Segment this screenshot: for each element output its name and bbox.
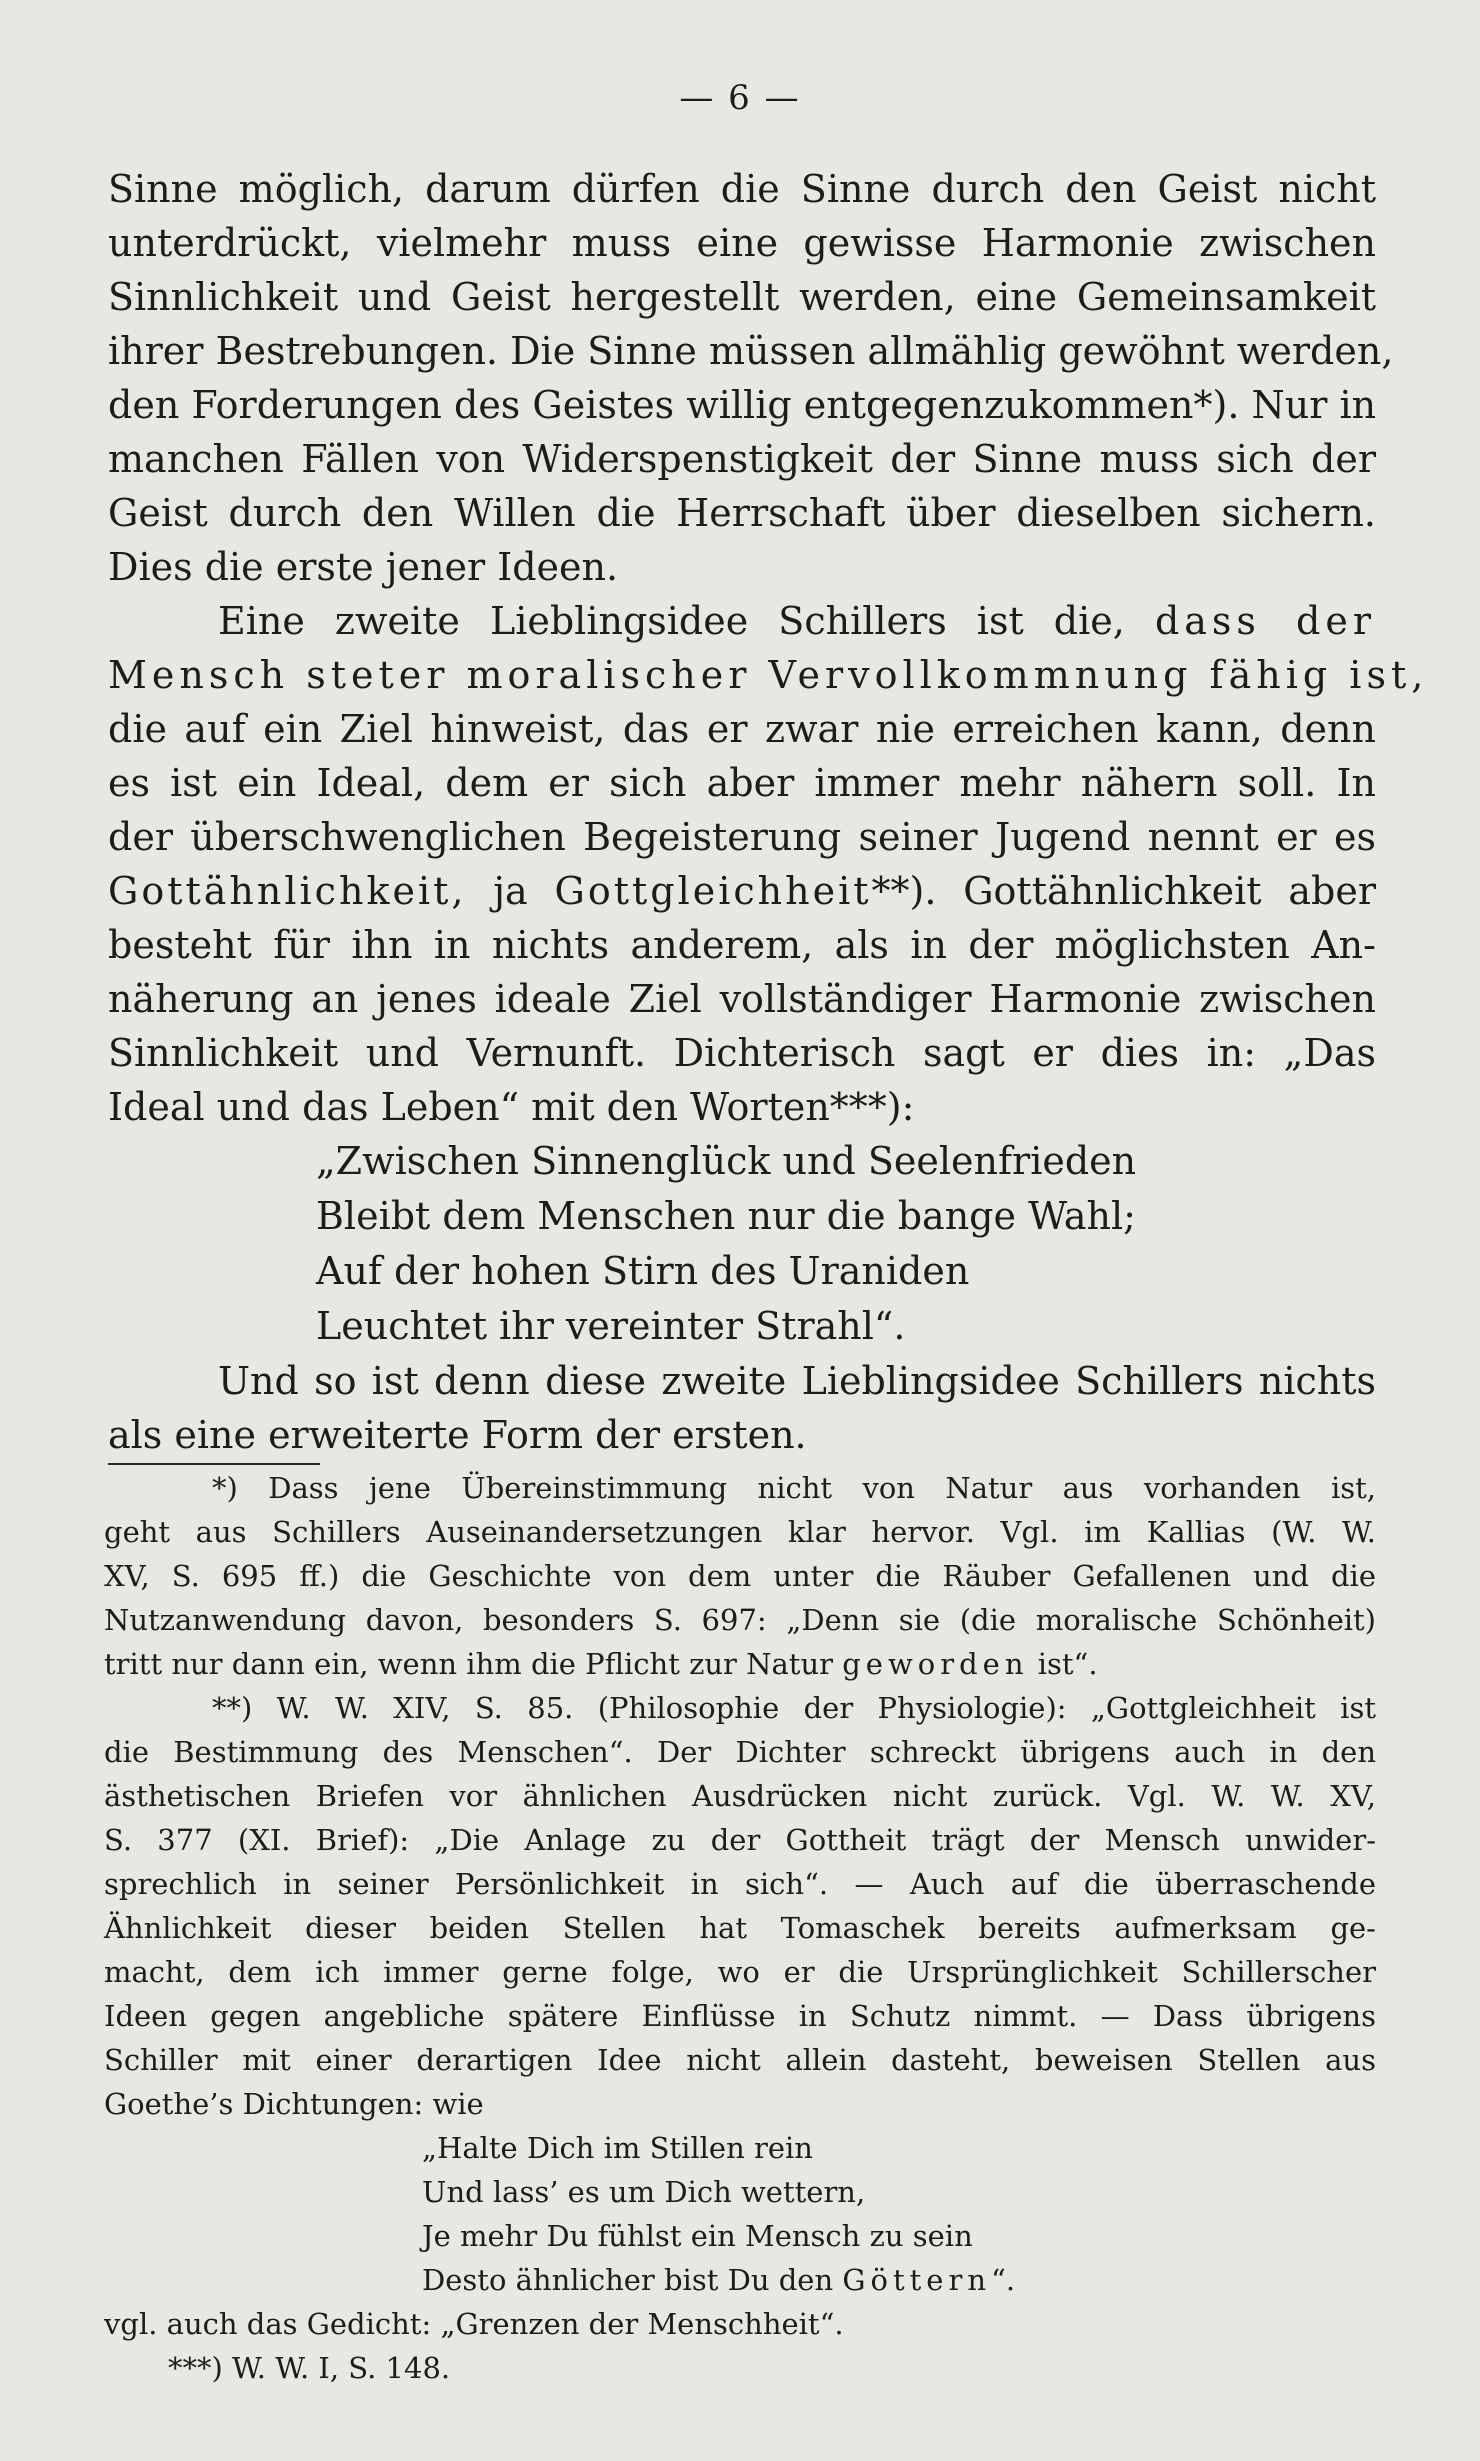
verse-line: Leuchtet ihr vereinter Strahl“. <box>316 1304 906 1348</box>
text-line: besteht für ihn in nichts anderem, als in der möglichsten An- <box>108 923 1376 967</box>
footnote-line: vgl. auch das Gedicht: „Grenzen der Menschheit“. <box>104 2307 844 2341</box>
footnote-line: ***) W. W. I, S. 148. <box>168 2351 451 2385</box>
text-fragment: ja <box>493 869 528 913</box>
text-fragment: Eine zweite Lieblingsidee Schillers ist die, <box>218 599 1125 643</box>
verse-line: Auf der hohen Stirn des Uraniden <box>316 1249 970 1293</box>
footnote-verse-line: „Halte Dich im Stillen rein <box>422 2131 813 2165</box>
verse-line: Bleibt dem Menschen nur die bange Wahl; <box>316 1194 1136 1238</box>
text-fragment: ist“. <box>1037 1647 1098 1681</box>
footnote-line: geht aus Schillers Auseinandersetzungen klar hervor. Vgl. im Kallias (W. W. <box>104 1515 1376 1549</box>
spaced-emphasis: Göttern <box>842 2263 991 2297</box>
text-line: es ist ein Ideal, dem er sich aber immer mehr nähern soll. In <box>108 761 1376 805</box>
text-fragment: tritt nur dann ein, wenn ihm die Pflicht zur Natur <box>104 1647 833 1681</box>
footnote-line: **) W. W. XIV, S. 85. (Philosophie der Physiologie): „Gottgleichheit ist <box>212 1691 1376 1725</box>
text-line: Und so ist denn diese zweite Lieblingsidee Schillers nichts <box>218 1359 1376 1403</box>
text-line: Ideal und das Leben“ mit den Worten***): <box>108 1085 915 1129</box>
text-line: Sinne möglich, darum dürfen die Sinne durch den Geist nicht <box>108 167 1376 211</box>
footnote-line: XV, S. 695 ff.) die Geschichte von dem unter die Räuber Gefallenen und die <box>104 1559 1376 1593</box>
text-line: Sinnlichkeit und Geist hergestellt werden, eine Gemeinsamkeit <box>108 275 1376 319</box>
text-fragment: **). Gottähnlichkeit aber <box>871 869 1376 913</box>
spaced-emphasis: Gottgleichheit <box>554 869 872 913</box>
text-line <box>108 648 1429 702</box>
text-line <box>108 864 1376 918</box>
text-line: Geist durch den Willen die Herrschaft über dieselben sichern. <box>108 491 1376 535</box>
main-text <box>108 162 1429 1462</box>
footnote-line: ästhetischen Briefen vor ähnlichen Ausdrücken nicht zurück. Vgl. W. W. XV, <box>104 1779 1376 1813</box>
footnotes <box>104 1466 1376 2390</box>
footnote-line: Nutzanwendung davon, besonders S. 697: „Denn sie (die moralische Schönheit) <box>104 1603 1376 1637</box>
text-line: manchen Fällen von Widerspenstigkeit der Sinne muss sich der <box>108 437 1376 481</box>
text-line: als eine erweiterte Form der ersten. <box>108 1413 807 1457</box>
spaced-emphasis: Mensch steter moralischer Vervollkommnung fähig ist, <box>108 653 1429 697</box>
footnote-line: die Bestimmung des Menschen“. Der Dichter schreckt übrigens auch in den <box>104 1735 1376 1769</box>
text-fragment: “. <box>991 2263 1016 2297</box>
text-line: näherung an jenes ideale Ziel vollständiger Harmonie zwischen <box>108 977 1376 1021</box>
text-line: Dies die erste jener Ideen. <box>108 545 619 589</box>
text-line: unterdrückt, vielmehr muss eine gewisse Harmonie zwischen <box>108 221 1376 265</box>
footnote-line: Schiller mit einer derartigen Idee nicht allein dasteht, beweisen Stellen aus <box>104 2043 1376 2077</box>
page-number: — 6 — <box>679 78 801 118</box>
verse-line: „Zwischen Sinnenglück und Seelenfrieden <box>316 1139 1137 1183</box>
text-line: Sinnlichkeit und Vernunft. Dichterisch sagt er dies in: „Das <box>108 1031 1376 1075</box>
text-line: den Forderungen des Geistes willig entgegenzukommen*). Nur in <box>108 383 1377 427</box>
footnote-line: Ähnlichkeit dieser beiden Stellen hat Tomaschek bereits aufmerksam ge- <box>104 1911 1376 1945</box>
footnote-verse-line: Und lass’ es um Dich wettern, <box>422 2175 866 2209</box>
spaced-emphasis: dass der <box>1154 599 1376 643</box>
footnote-divider <box>108 1463 320 1465</box>
footnote-verse-line: Je mehr Du fühlst ein Mensch zu sein <box>422 2219 973 2253</box>
footnote-line <box>104 1642 1376 1686</box>
text-line: ihrer Bestrebungen. Die Sinne müssen allmählig gewöhnt werden, <box>108 329 1394 373</box>
spaced-emphasis: geworden <box>842 1647 1029 1681</box>
footnote-line: Goethe’s Dichtungen: wie <box>104 2087 484 2121</box>
footnote-line: Ideen gegen angebliche spätere Einflüsse in Schutz nimmt. — Dass übrigens <box>104 1999 1376 2033</box>
text-line: der überschwenglichen Begeisterung seiner Jugend nennt er es <box>108 815 1376 859</box>
footnote-line: sprechlich in seiner Persönlichkeit in sich“. — Auch auf die überraschende <box>104 1867 1376 1901</box>
footnote-verse-line <box>104 2258 1376 2302</box>
spaced-emphasis: Gottähnlichkeit, <box>108 869 467 913</box>
text-line <box>108 594 1376 648</box>
footnote-line: *) Dass jene Übereinstimmung nicht von Natur aus vorhanden ist, <box>212 1471 1376 1505</box>
text-line: die auf ein Ziel hinweist, das er zwar nie erreichen kann, denn <box>108 707 1376 751</box>
footnote-line: S. 377 (XI. Brief): „Die Anlage zu der Gottheit trägt der Mensch unwider- <box>104 1823 1376 1857</box>
text-fragment: Desto ähnlicher bist Du den <box>422 2263 834 2297</box>
footnote-line: macht, dem ich immer gerne folge, wo er die Ursprünglichkeit Schillerscher <box>104 1955 1376 1989</box>
